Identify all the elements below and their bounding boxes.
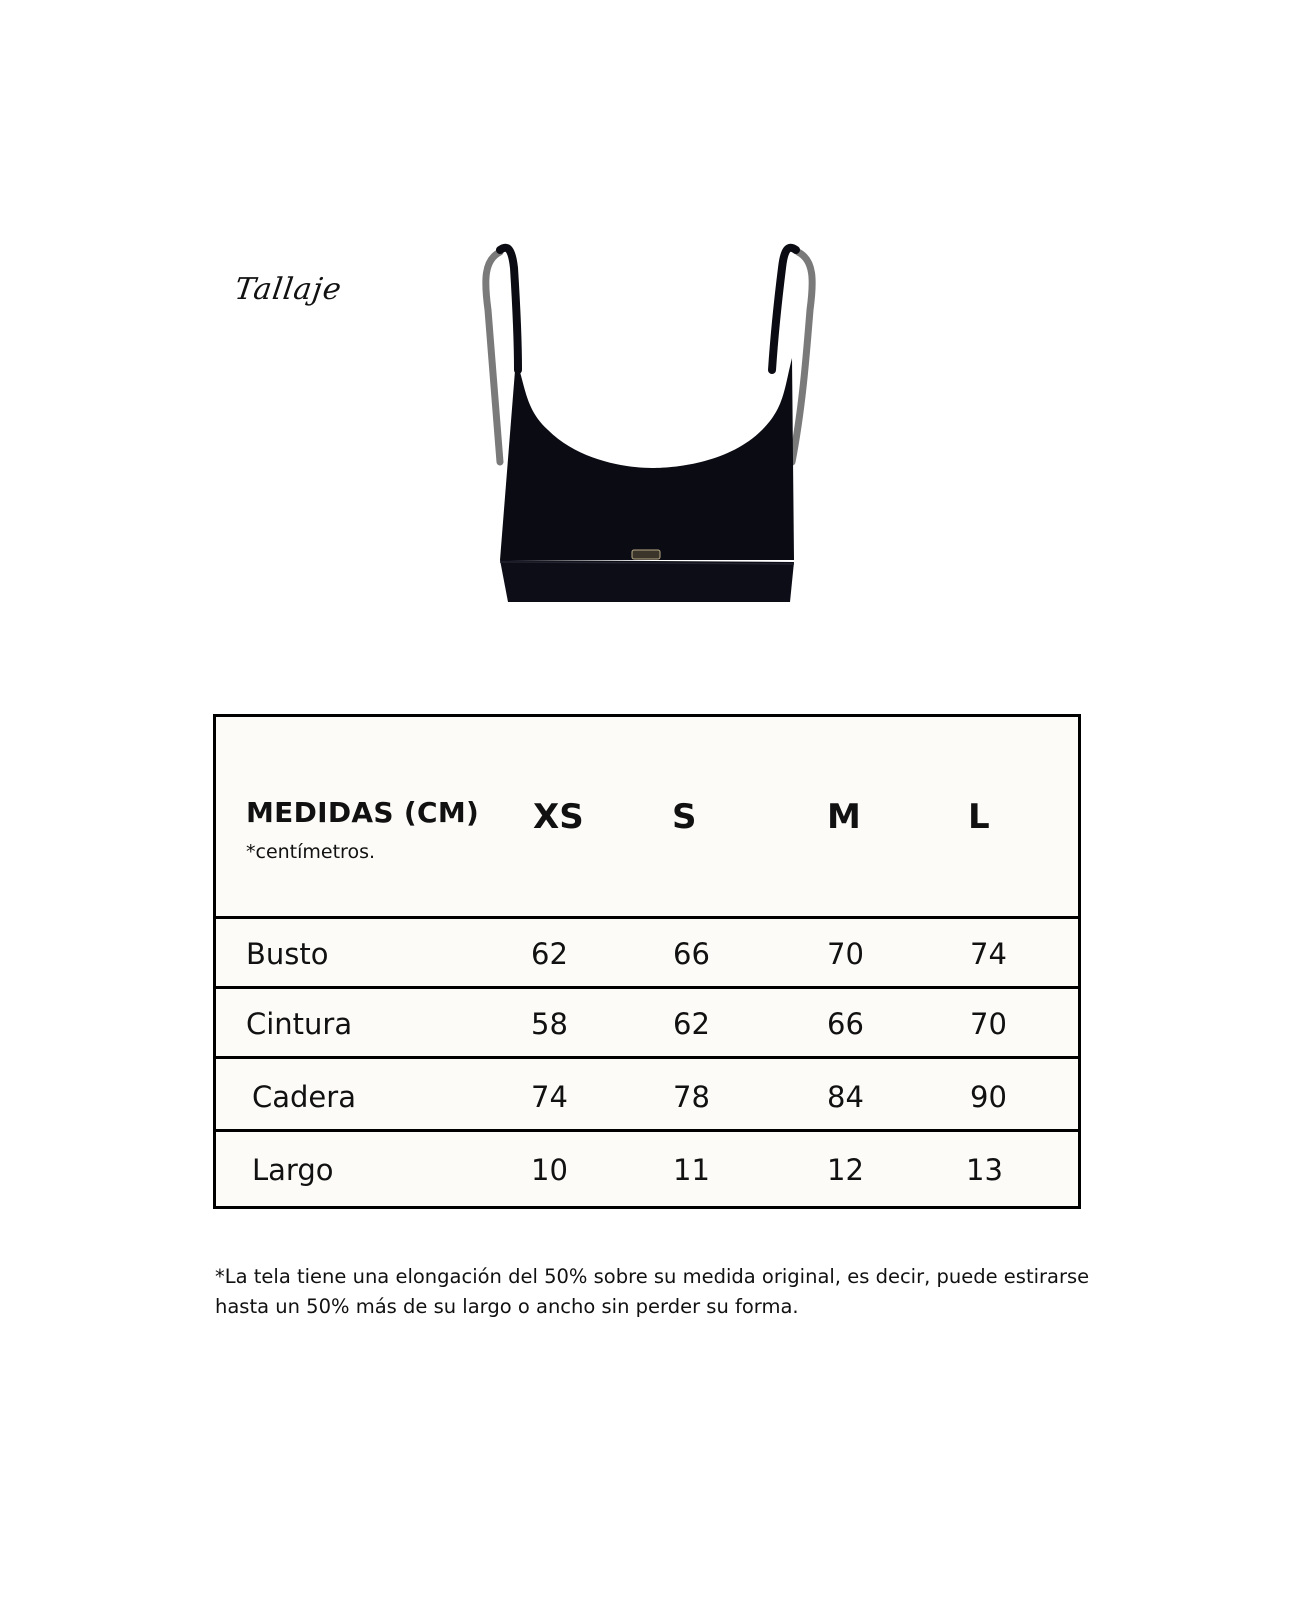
table-row bbox=[216, 989, 1078, 1059]
front-strap-left bbox=[500, 248, 518, 370]
brand-tag bbox=[632, 550, 660, 559]
cell-value: 10 bbox=[531, 1153, 568, 1187]
back-strap-left bbox=[486, 252, 500, 462]
cell-value: 90 bbox=[970, 1080, 1007, 1114]
row-label: Busto bbox=[246, 937, 329, 971]
row-label: Largo bbox=[252, 1153, 334, 1187]
size-chart-table bbox=[213, 714, 1081, 1209]
table-row bbox=[216, 919, 1078, 989]
table-row bbox=[216, 1135, 1078, 1205]
front-strap-right bbox=[772, 248, 796, 370]
size-header-m: M bbox=[827, 797, 861, 837]
cell-value: 13 bbox=[966, 1153, 1003, 1187]
size-header-xs: XS bbox=[533, 797, 584, 837]
cell-value: 78 bbox=[673, 1080, 710, 1114]
cell-value: 62 bbox=[673, 1007, 710, 1041]
elongation-footnote: *La tela tiene una elongación del 50% sobre su medida original, es decir, puede estirarse hasta un 50% más de su largo o ancho sin perder su forma. bbox=[215, 1265, 1090, 1318]
row-label: Cintura bbox=[246, 1007, 353, 1041]
cell-value: 62 bbox=[531, 937, 568, 971]
cell-value: 58 bbox=[531, 1007, 568, 1041]
size-guide-title: Tallaje bbox=[232, 272, 345, 307]
size-header-s: S bbox=[672, 797, 697, 837]
cell-value: 70 bbox=[827, 937, 864, 971]
bra-body bbox=[500, 358, 794, 560]
cell-value: 66 bbox=[673, 937, 710, 971]
cell-value: 74 bbox=[531, 1080, 568, 1114]
bra-band bbox=[500, 560, 794, 602]
cell-value: 74 bbox=[970, 937, 1007, 971]
cell-value: 11 bbox=[673, 1153, 710, 1187]
size-header-l: L bbox=[968, 797, 990, 837]
back-strap-right bbox=[792, 252, 812, 462]
units-note: *centímetros. bbox=[246, 841, 376, 863]
size-chart-header bbox=[216, 717, 1078, 919]
row-label: Cadera bbox=[252, 1080, 356, 1114]
cell-value: 84 bbox=[827, 1080, 864, 1114]
cell-value: 12 bbox=[827, 1153, 864, 1187]
product-image-black-bra bbox=[470, 240, 840, 620]
table-row bbox=[216, 1062, 1078, 1132]
measurements-heading: MEDIDAS (CM) bbox=[246, 796, 480, 829]
cell-value: 70 bbox=[970, 1007, 1007, 1041]
cell-value: 66 bbox=[827, 1007, 864, 1041]
